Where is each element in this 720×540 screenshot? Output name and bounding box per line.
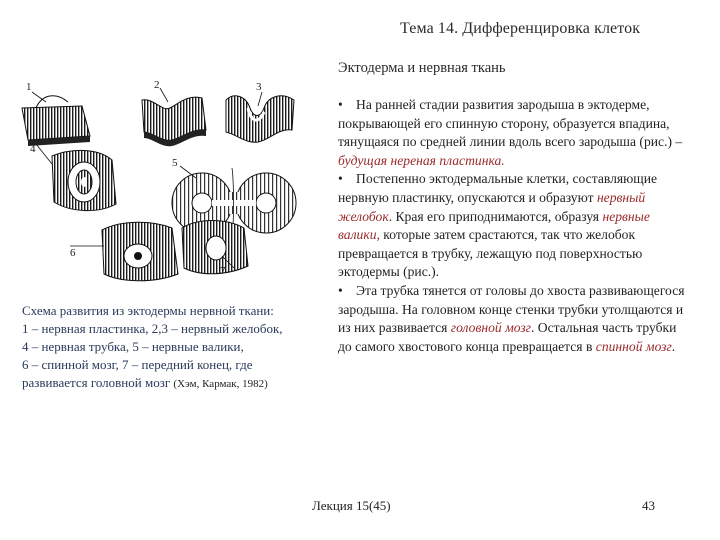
bullet-marker: • xyxy=(338,97,343,112)
caption-line: 6 – спинной мозг, 7 – передний конец, где xyxy=(22,357,253,372)
paragraph-2 xyxy=(338,170,688,282)
figure-label-5: 5 xyxy=(172,157,178,169)
slide-subtitle: Эктодерма и нервная ткань xyxy=(338,60,506,76)
caption-line-last xyxy=(22,374,320,393)
figure-label-6: 6 xyxy=(70,247,76,259)
caption-line: 1 – нервная пластинка, 2,3 – нервный желобок, xyxy=(22,321,283,336)
stage-4-neural-tube xyxy=(52,150,116,210)
caption-line: 4 – нервная трубка, 5 – нервные валики, xyxy=(22,339,244,354)
term-neural-plate: будущая нереная пластинка. xyxy=(338,152,505,168)
stage-2-neural-groove xyxy=(142,97,206,146)
paragraph-3-text-c: . xyxy=(671,338,676,354)
paragraph-2-text-c: которые затем срастаются, так что желобок превращается в трубку, лежащую под поверхностью эктодермы (рис.). xyxy=(338,227,643,280)
body-text xyxy=(338,96,688,356)
stage-1-neural-plate xyxy=(22,96,90,146)
paragraph-2-text-a: Постепенно эктодермальные клетки, составляющие нервную пластинку, опускаются и образуют xyxy=(338,171,658,205)
term-neural-groove: нервный желобок xyxy=(338,189,646,224)
term-spinal-cord: спинной мозг xyxy=(595,338,672,354)
bullet-marker: • xyxy=(338,282,343,298)
figure-label-7: 7 xyxy=(220,265,226,277)
paragraph-2-text-b: . Края его приподнимаются, образуя xyxy=(388,208,600,224)
figure-label-1: 1 xyxy=(26,81,32,93)
paragraph-3 xyxy=(338,282,688,356)
caption-line: Схема развития из эктодермы нервной ткани: xyxy=(22,303,274,318)
figure-label-3: 3 xyxy=(256,81,262,93)
bullet-marker: • xyxy=(338,171,343,187)
slide-title: Тема 14. Дифференцировка клеток xyxy=(400,20,641,37)
paragraph-3-text-b: . Остальная часть трубки до самого хвостового конца превращается в xyxy=(338,320,677,354)
paragraph-3-text-a: Эта трубка тянется от головы до хвоста развивающегося зародыша. На головном конце стенки трубки утолщаются и из них развивается xyxy=(338,282,685,336)
neural-tube-development-illustration xyxy=(12,78,312,290)
stage-6-spinal-cord xyxy=(70,222,178,281)
caption-last-text: развивается головной мозг xyxy=(22,375,171,390)
stage-3-deep-groove xyxy=(226,96,294,142)
term-brain: головной мозг xyxy=(450,320,531,336)
figure-label-4: 4 xyxy=(30,143,36,155)
figure-caption xyxy=(22,302,320,393)
paragraph-1 xyxy=(338,96,688,170)
stage-7-anterior-end xyxy=(182,221,248,274)
paragraph-1-text: На ранней стадии развития зародыша в эктодерме, покрывающей его спинную сторону, образуется впадина, тянущаяся по средней линии вдоль всего зародыша (рис.) – xyxy=(338,97,683,150)
caption-citation: (Хэм, Кармак, 1982) xyxy=(173,378,268,390)
page-number: 43 xyxy=(642,498,655,513)
term-neural-folds: нервные валики, xyxy=(338,208,650,243)
figure-label-2: 2 xyxy=(154,79,160,91)
footer-lecture: Лекция 15(45) xyxy=(312,498,391,513)
